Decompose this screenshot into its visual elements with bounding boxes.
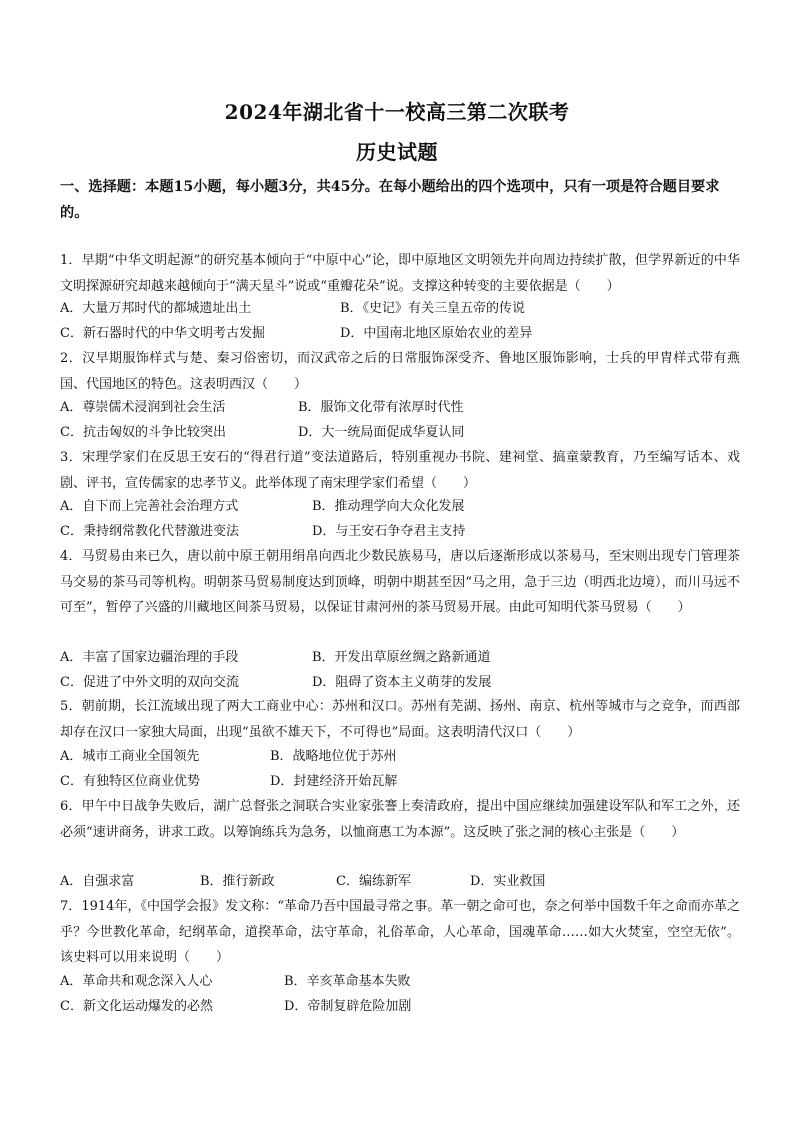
- q2-option-b: B．服饰文化带有浓厚时代性: [298, 400, 464, 415]
- q5-option-a: A．城市工商业全国领先: [60, 749, 200, 764]
- question-5-options: [60, 744, 740, 794]
- q1-option-d: D．中国南北地区原始农业的差异: [340, 326, 533, 341]
- q6-option-c: C．编练新军: [336, 874, 411, 889]
- question-1-stem: 1．早期“中华文明起源”的研究基本倾向于“中原中心”论，即中原地区文明领先并向周边持续扩散，但学界新近的中华文明探源研究却越来越倾向于“满天星斗”说或“重瓣花朵”说。支撑这种转变的主要依据是（ ）: [60, 253, 740, 294]
- question-7-stem: 7．1914年，《中国学会报》发文称：“革命乃吾中国最寻常之事。革一朝之命可也，奈之何举中国数千年之命而亦革之乎？今世教化革命，纪纲革命，道揆革命，法守革命，礼俗革命，人心革命，国魂革命……如大火焚室，空空无依”。该史料可以用来说明（ ）: [60, 899, 740, 966]
- question-4-options: [60, 645, 740, 695]
- q5-option-d: D．封建经济开始瓦解: [270, 774, 398, 789]
- q6-option-b: B．推行新政: [200, 874, 275, 889]
- q3-option-b: B．推动理学向大众化发展: [312, 499, 465, 514]
- q7-option-d: D．帝制复辟危险加剧: [284, 999, 412, 1014]
- q1-option-c: C．新石器时代的中华文明考古发掘: [60, 326, 265, 341]
- exam-subtitle: 历史试题: [356, 140, 438, 164]
- q2-option-d: D．大一统局面促成华夏认同: [298, 425, 465, 440]
- question-2-stem: 2．汉早期服饰样式与楚、秦习俗密切，而汉武帝之后的日常服饰深受齐、鲁地区服饰影响，士兵的甲胄样式带有燕国、代国地区的特色。这表明西汉（ ）: [60, 351, 740, 392]
- q3-option-c: C．秉持纲常教化代替激进变法: [60, 524, 239, 539]
- q5-option-b: B．战略地位优于苏州: [270, 749, 397, 764]
- q2-option-a: A．尊崇儒术浸润到社会生活: [60, 400, 226, 415]
- q6-option-d: D．实业救国: [470, 874, 546, 889]
- question-2-options: [60, 395, 740, 445]
- q3-option-a: A．自下而上完善社会治理方式: [60, 499, 239, 514]
- q4-option-c: C．促进了中外文明的双向交流: [60, 675, 239, 690]
- q7-option-b: B．辛亥革命基本失败: [284, 974, 411, 989]
- q4-option-a: A．丰富了国家边疆治理的手段: [60, 650, 239, 665]
- q4-option-d: D．阻碍了资本主义萌芽的发展: [312, 675, 492, 690]
- q2-option-c: C．抗击匈奴的斗争比较突出: [60, 425, 226, 440]
- question-3-stem: 3．宋理学家们在反思王安石的“得君行道”变法道路后，特别重视办书院、建祠堂、搞童蒙教育，乃至编写话本、戏剧、评书，宣传儒家的忠孝节义。此举体现了南宋理学家们希望（ ）: [60, 450, 740, 491]
- question-1-options: [60, 296, 740, 346]
- exam-title: 2024年湖北省十一校高三第二次联考: [224, 100, 570, 124]
- question-6-stem: 6．甲午中日战争失败后，湖广总督张之洞联合实业家张謇上奏清政府，提出中国应继续加强建设军队和军工之外，还必须“速讲商务，讲求工政。以筹饷练兵为急务，以恤商惠工为本源”。这反映了张之洞的核心主张是（ ）: [60, 799, 740, 840]
- question-6-options: [60, 869, 740, 894]
- question-5-stem: 5．朝前期，长江流域出现了两大工商业中心：苏州和汉口。苏州有芜湖、扬州、南京、杭州等城市与之竞争，而西部却存在汉口一家独大局面，出现“虽欲不雄天下，不可得也”局面。这表明清代汉口（ ）: [60, 699, 740, 740]
- question-7-options: [60, 969, 740, 1019]
- question-3-options: [60, 494, 740, 544]
- q7-option-a: A．革命共和观念深入人心: [60, 974, 213, 989]
- q4-option-b: B．开发出草原丝绸之路新通道: [312, 650, 491, 665]
- q5-option-c: C．有独特区位商业优势: [60, 774, 200, 789]
- q6-option-a: A．自强求富: [60, 874, 135, 889]
- section-heading: 一、选择题：本题15小题，每小题3分，共45分。在每小题给出的四个选项中，只有一项是符合题目要求的。: [60, 179, 720, 221]
- q1-option-b: B．《史记》有关三皇五帝的传说: [340, 301, 526, 316]
- q1-option-a: A．大量万邦时代的都城遗址出土: [60, 301, 252, 316]
- q3-option-d: D．与王安石争夺君主支持: [312, 524, 466, 539]
- q7-option-c: C．新文化运动爆发的必然: [60, 999, 213, 1014]
- question-4-stem: 4．马贸易由来已久，唐以前中原王朝用绢帛向西北少数民族易马，唐以后逐渐形成以茶易马，至宋则出现专门管理茶马交易的茶马司等机构。明朝茶马贸易制度达到顶峰，明朝中期甚至因“马之用，急于三边（明西北边境），而川马远不可至”，暂停了兴盛的川藏地区间茶马贸易，以保证甘肃河州的茶马贸易开展。由此可知明代茶马贸易（ ）: [60, 549, 740, 616]
